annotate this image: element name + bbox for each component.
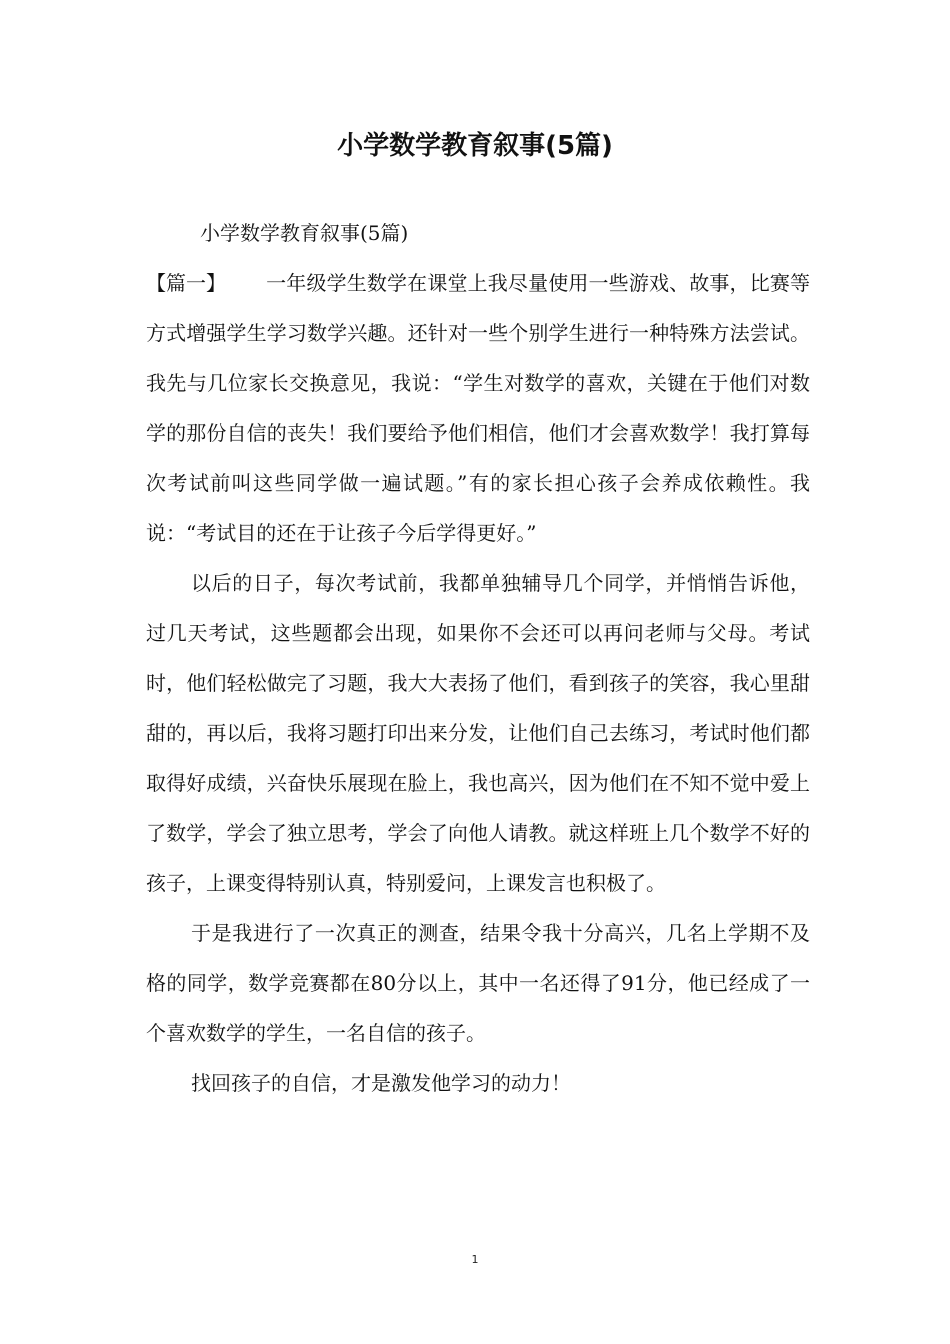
paragraph-3: 于是我进行了一次真正的测查，结果令我十分高兴，几名上学期不及格的同学，数学竞赛都在80分以上，其中一名还得了91分，他已经成了一个喜欢数学的学生，一名自信的孩子。 [146, 921, 810, 1045]
paragraph-1 [146, 258, 810, 558]
document-subtitle: 小学数学教育叙事(5篇) [200, 221, 409, 245]
paragraph-2: 以后的日子，每次考试前，我都单独辅导几个同学，并悄悄告诉他，过几天考试，这些题都会出现，如果你不会还可以再问老师与父母。考试时，他们轻松做完了习题，我大大表扬了他们，看到孩子的笑容，我心里甜甜的，再以后，我将习题打印出来分发，让他们自己去练习，考试时他们都取得好成绩，兴奋快乐展现在脸上，我也高兴，因为他们在不知不觉中爱上了数学，学会了独立思考，学会了向他人请教。就这样班上几个数学不好的孩子，上课变得特别认真，特别爱问，上课发言也积极了。 [146, 571, 810, 895]
page-number: 1 [471, 1253, 479, 1266]
paragraph-1-text: 一年级学生数学在课堂上我尽量使用一些游戏、故事，比赛等方式增强学生学习数学兴趣。还针对一些个别学生进行一种特殊方法尝试。我先与几位家长交换意见，我说：“学生对数学的喜欢，关键在于他们对数学的那份自信的丧失！我们要给予他们相信，他们才会喜欢数学！我打算每次考试前叫这些同学做一遍试题。”有的家长担心孩子会养成依赖性。我说：“考试目的还在于让孩子今后学得更好。” [146, 271, 810, 545]
section-label: 【篇一】 [146, 271, 226, 295]
document-body [146, 208, 810, 1108]
paragraph-4: 找回孩子的自信，才是激发他学习的动力！ [191, 1071, 571, 1095]
document-title: 小学数学教育叙事(5篇) [337, 131, 613, 161]
